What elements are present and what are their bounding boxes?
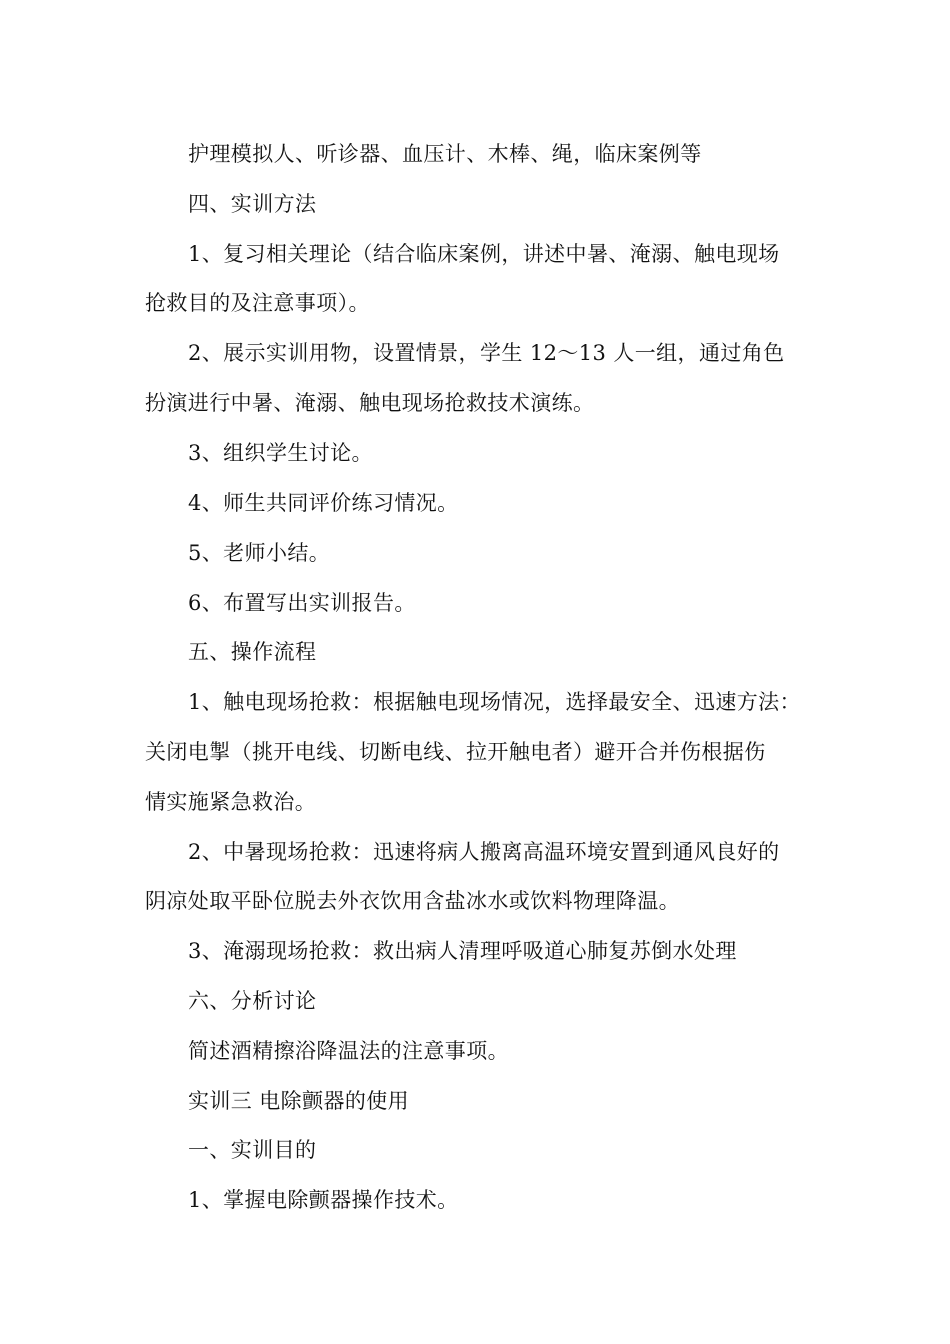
process-step-1-line-2: 关闭电掣（挑开电线、切断电线、拉开触电者）避开合并伤根据伤 <box>145 740 766 764</box>
method-step-2-line-2: 扮演进行中暑、淹溺、触电现场抢救技术演练。 <box>145 391 595 415</box>
section-heading-operation-process: 五、操作流程 <box>188 640 317 664</box>
equipment-list-line: 护理模拟人、听诊器、血压计、木棒、绳，临床案例等 <box>188 142 702 166</box>
method-step-4: 4、师生共同评价练习情况。 <box>188 491 459 515</box>
method-step-3: 3、组织学生讨论。 <box>188 441 373 465</box>
section-heading-analysis-discussion: 六、分析讨论 <box>188 989 317 1013</box>
objective-step-1: 1、掌握电除颤器操作技术。 <box>188 1188 459 1212</box>
process-step-3: 3、淹溺现场抢救：救出病人清理呼吸道心肺复苏倒水处理 <box>188 939 737 963</box>
method-step-5: 5、老师小结。 <box>188 541 331 565</box>
section-heading-training-methods: 四、实训方法 <box>188 192 317 216</box>
discussion-question: 简述酒精擦浴降温法的注意事项。 <box>188 1039 509 1063</box>
process-step-1-line-1: 1、触电现场抢救：根据触电现场情况，选择最安全、迅速方法： <box>188 690 801 714</box>
section-heading-training-objectives: 一、实训目的 <box>188 1138 317 1162</box>
method-step-1-line-2: 抢救目的及注意事项）。 <box>145 291 370 315</box>
training-three-title: 实训三 电除颤器的使用 <box>188 1089 410 1113</box>
process-step-2-line-1: 2、中暑现场抢救：迅速将病人搬离高温环境安置到通风良好的 <box>188 840 780 864</box>
process-step-2-line-2: 阴凉处取平卧位脱去外衣饮用含盐冰水或饮料物理降温。 <box>145 889 680 913</box>
method-step-6: 6、布置写出实训报告。 <box>188 591 416 615</box>
method-step-1-line-1: 1、复习相关理论（结合临床案例，讲述中暑、淹溺、触电现场 <box>188 242 780 266</box>
process-step-1-line-3: 情实施紧急救治。 <box>145 790 317 814</box>
method-step-2-line-1: 2、展示实训用物，设置情景，学生 12～13 人一组，通过角色 <box>188 341 785 365</box>
